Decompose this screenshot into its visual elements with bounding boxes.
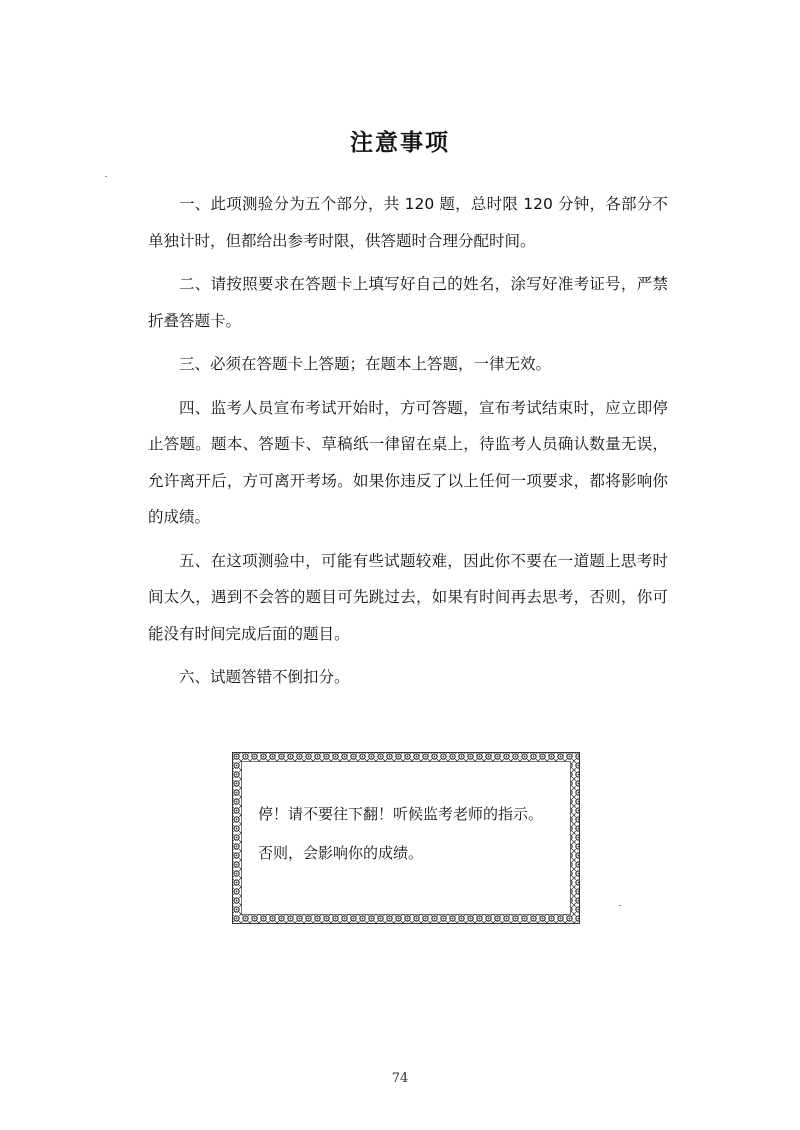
stop-notice-line1: 停！请不要往下翻！听候监考老师的指示。 — [258, 805, 544, 823]
page-title: 注意事项 — [350, 130, 450, 156]
rules-list — [148, 186, 668, 696]
scan-speck — [619, 905, 621, 906]
rule-item-5: 五、在这项测验中，可能有些试题较难，因此你不要在一道题上思考时间太久，遇到不会答的题目可先跳过去，如果有时间再去思考，否则，你可能没有时间完成后面的题目。 — [148, 551, 668, 643]
scan-speck — [105, 176, 107, 177]
rule-item-4: 四、监考人员宣布考试开始时，方可答题，宣布考试结束时，应立即停止答题。题本、答题卡、草稿纸一律留在桌上，待监考人员确认数量无误，允许离开后，方可离开考场。如果你违反了以上任何一项要求，都将影响你的成绩。 — [148, 398, 668, 526]
rule-item-3: 三、必须在答题卡上答题；在题本上答题，一律无效。 — [179, 355, 552, 373]
stop-notice-text — [258, 804, 543, 863]
rule-item-1: 一、此项测验分为五个部分，共 120 题，总时限 120 分钟，各部分不单独计时，但都给出参考时限，供答题时合理分配时间。 — [148, 195, 668, 250]
stop-notice-line2: 否则，会影响你的成绩。 — [258, 844, 424, 862]
rule-item-2: 二、请按照要求在答题卡上填写好自己的姓名，涂写好准考证号，严禁折叠答题卡。 — [148, 275, 668, 330]
page-number: 74 — [391, 1071, 409, 1086]
stop-notice-box — [232, 752, 580, 924]
rule-item-6: 六、试题答错不倒扣分。 — [179, 668, 350, 686]
